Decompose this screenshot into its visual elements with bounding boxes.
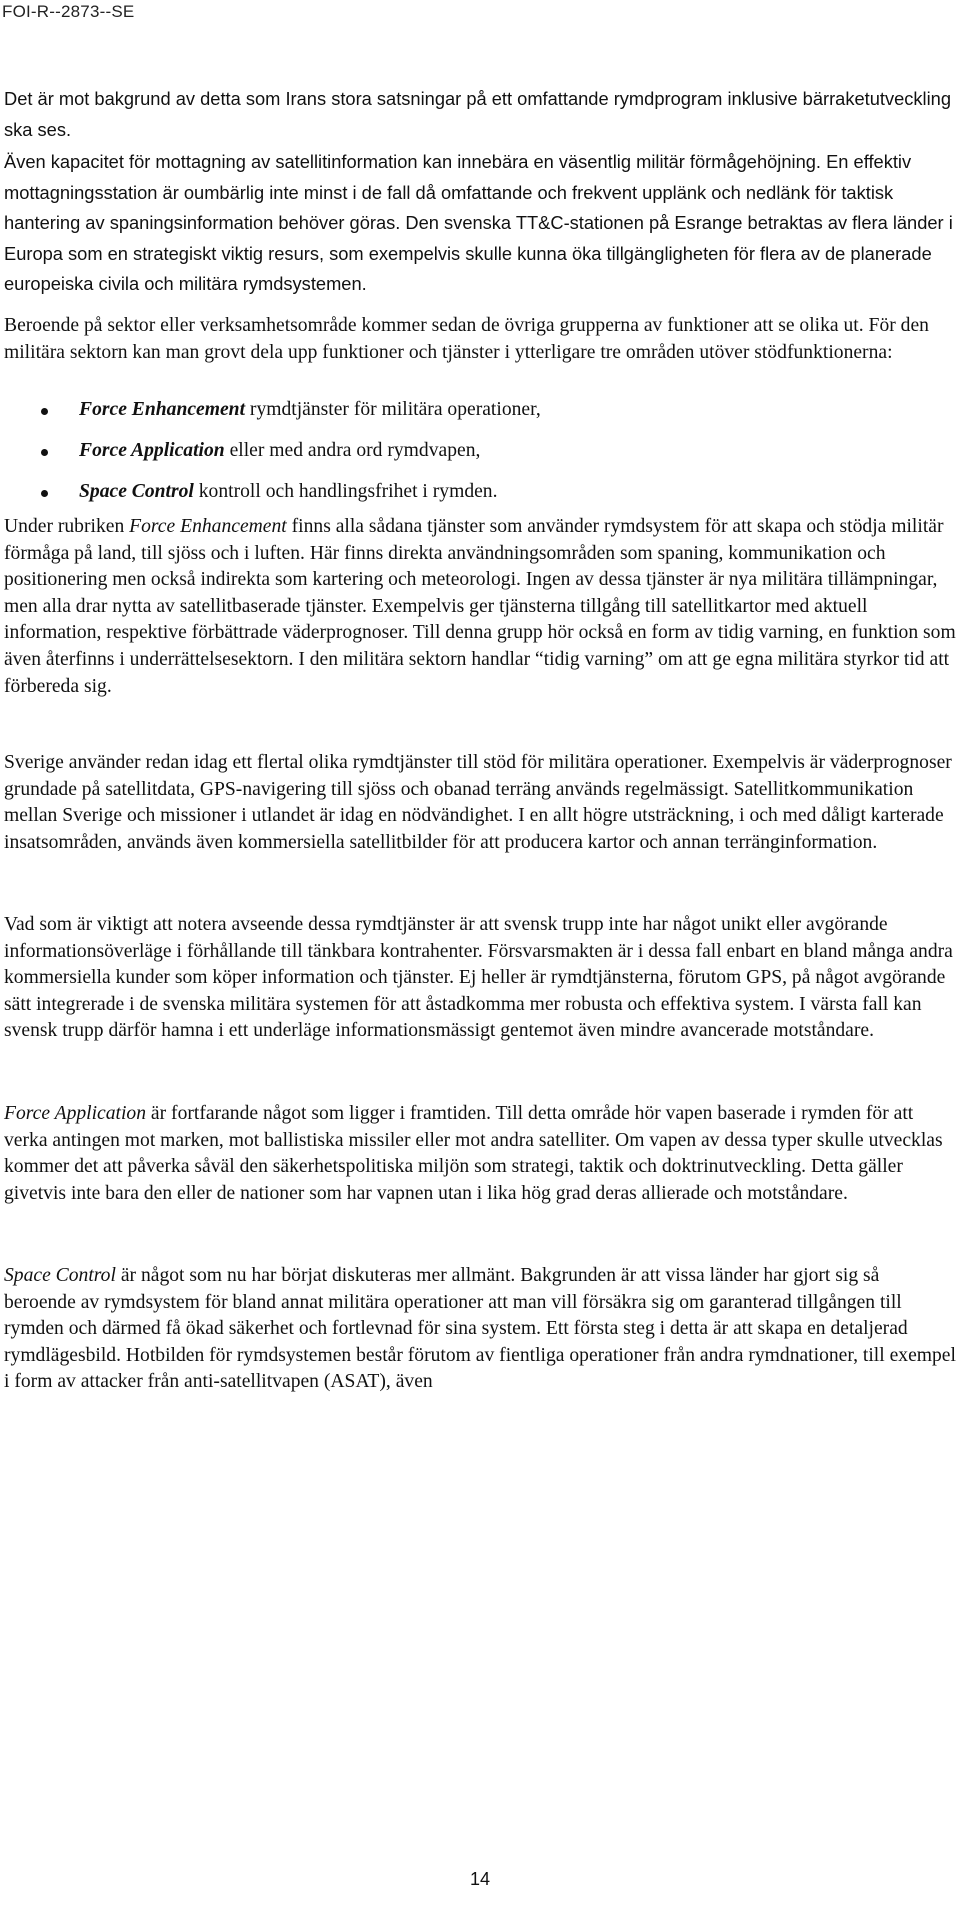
space-control-paragraph: Space Control är något som nu har börjat diskuteras mer allmänt. Bakgrunden är att vissa länder har gjort sig så beroende av rymdsystem för bland annat militära operationer att man vill försäkra sig om garanterad tillgången till rymden och därmed få ökad säkerhet och fortlevnad för sina system. Ett första steg i detta är att skapa en detaljerad rymdlägesbild. Hotbilden för rymdsystemen består förutom av fientliga operationer från andra rymdnationer, till exempel i form av attacker från anti-satellitvapen (ASAT), även [4,1265,956,1393]
report-id-header: FOI-R--2873--SE [2,2,135,21]
force-enhancement-paragraph: Under rubriken Force Enhancement finns alla sådana tjänster som använder rymdsystem för att skapa och stödja militär förmåga på land, till sjöss och i luften. Här finns direkta användningsområden som spaning, kommunikation och positionering men också indirekta som kartering och meteorologi. Ingen av dessa tjänster är nya militära tillämpningar, men alla drar nytta av satellitbaserade tjänster. Exempelvis ger tjänsterna tillgång till satellitkartor med aktuell information, respektive förbättrade väderprognoser. Till denna grupp hör också en form av tidig varning, en funktion som även återfinns i underrättelsesektorn. I den militära sektorn handlar “tidig varning” om att ge egna militära styrkor tid att förbereda sig. [4,516,956,697]
list-item [4,440,904,470]
bullet-term: Space Control [79,481,194,502]
list-item [4,481,904,511]
bullet-icon [41,490,48,497]
bullet-term: Force Enhancement [79,399,246,420]
bullet-icon [41,408,48,415]
sweden-uses-paragraph: Sverige använder redan idag ett flertal olika rymdtjänster till stöd för militära operationer. Exempelvis är väderprognoser grundade på satellitdata, GPS-navigering till sjöss och obanad terräng används regelmässigt. Satellitkommunikation mellan Sverige och missioner i utlandet är idag en nödvändighet. I en allt högre utsträckning, i och med dåligt karterade insatsområden, används även kommersiella satellitbilder för att producera kartor och annan terränginformation. [4,752,952,853]
intro-paragraph-1: Det är mot bakgrund av detta som Irans stora satsningar på ett omfattande rymdprogram inklusive bärraketutveckling ska ses. [4,88,952,140]
term-space-control: Space Control [4,1265,116,1286]
list-item [4,399,904,429]
bullet-description: eller med andra ord rymdvapen, [224,440,481,461]
important-note-paragraph: Vad som är viktigt att notera avseende dessa rymdtjänster är att svensk trupp inte har något unikt eller avgörande informationsöverläge i förhållande till tänkbara kontrahenter. Försvarsmakten är i dessa fall enbart en bland många andra kommersiella kunder som köper information och tjänster. Ej heller är rymdtjänsterna, förutom GPS, på något avgörande sätt integrerade i de svenska militära systemen för att åstadkomma mer robusta och effektiva system. I värsta fall kan svensk trupp därför hamna i ett underläge informationsmässigt gentemot även mindre avancerade motståndare. [4,914,953,1042]
sector-paragraph: Beroende på sektor eller verksamhetsområde kommer sedan de övriga grupperna av funktioner att se olika ut. För den militära sektorn kan man grovt dela upp funktioner och tjänster i ytterligare tre områden utöver stödfunktionerna: [4,315,929,363]
bullet-icon [41,449,48,456]
page-number: 14 [469,1869,491,1889]
force-application-paragraph: Force Application är fortfarande något som ligger i framtiden. Till detta område hör vapen baserade i rymden för att verka antingen mot marken, mot ballistiska missiler eller mot andra satelliter. Om vapen av dessa typer skulle utvecklas kommer det att påverka såväl den säkerhetspolitiska miljön som strategi, taktik och doktrinutveckling. Detta gäller givetvis inte bara den eller de nationer som har vapnen utan i lika hög grad deras allierade och motståndare. [4,1103,943,1204]
term-force-enhancement: Force Enhancement [129,516,287,537]
bullet-term: Force Application [79,440,225,461]
intro-paragraph-2: Även kapacitet för mottagning av satellitinformation kan innebära en väsentlig militär förmågehöjning. En effektiv mottagningsstation är oumbärlig inte minst i de fall då omfattande och frekvent upplänk och nedlänk för taktisk hantering av spaningsinformation behöver göras. Den svenska TT&C-stationen på Esrange betraktas av flera länder i Europa som en strategiskt viktig resurs, som exempelvis skulle kunna öka tillgängligheten för flera av de planerade europeiska civila och militära rymdsystemen. [4,151,953,294]
bullet-description: rymdtjänster för militära operationer, [245,399,541,420]
term-force-application: Force Application [4,1103,147,1124]
bullet-description: kontroll och handlingsfrihet i rymden. [193,481,498,502]
